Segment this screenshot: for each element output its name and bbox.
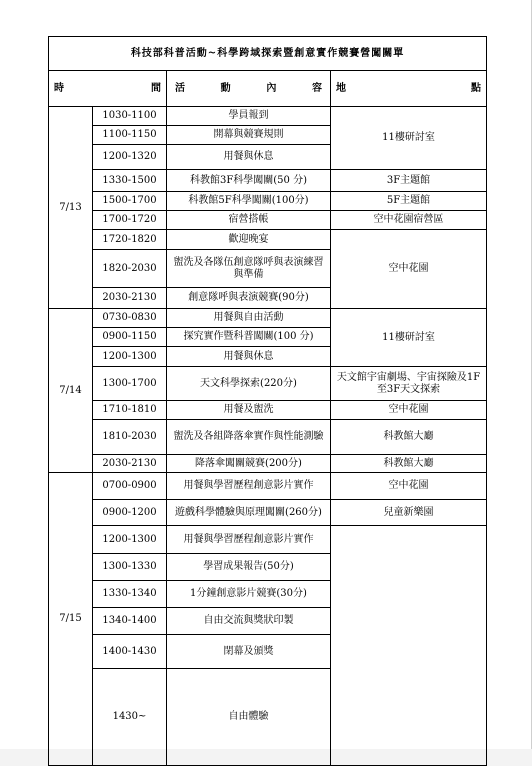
activity-cell: 盥洗及各隊伍創意隊呼與表演練習與準備 <box>167 250 331 288</box>
place-cell: 科教館大廳 <box>331 455 487 473</box>
time-cell: 2030-2130 <box>93 288 167 309</box>
activity-cell: 用餐與學習歷程創意影片實作 <box>167 526 331 554</box>
place-cell: 3F主題館 <box>331 170 487 192</box>
time-cell: 1430~ <box>93 669 167 766</box>
activity-cell: 學員報到 <box>167 107 331 126</box>
time-cell: 1300-1700 <box>93 367 167 401</box>
activity-cell: 盥洗及各組降落傘實作與性能測驗 <box>167 420 331 455</box>
place-cell-empty <box>331 526 487 766</box>
activity-cell: 降落傘闖關競賽(200分) <box>167 455 331 473</box>
activity-cell: 閉幕及頒獎 <box>167 635 331 669</box>
time-cell: 1710-1810 <box>93 401 167 420</box>
table-row <box>49 170 487 192</box>
place-cell: 天文館宇宙劇場、宇宙探險及1F至3F天文探索 <box>331 367 487 401</box>
activity-cell: 科教館3F科學闖關(50 分) <box>167 170 331 192</box>
activity-cell: 1分鐘創意影片競賽(30分) <box>167 581 331 608</box>
time-cell: 1200-1320 <box>93 145 167 170</box>
schedule-table <box>48 36 487 766</box>
activity-cell: 探究實作暨科普闖關(100 分) <box>167 328 331 347</box>
document-title: 科技部科普活動~科學跨域探索暨創意實作競賽營闖關單 <box>49 37 487 71</box>
place-cell: 兒童新樂園 <box>331 500 487 526</box>
activity-cell: 用餐與休息 <box>167 347 331 367</box>
time-cell: 1200-1300 <box>93 347 167 367</box>
place-cell: 5F主題館 <box>331 192 487 211</box>
time-cell: 0900-1200 <box>93 500 167 526</box>
table-row <box>49 500 487 526</box>
activity-cell: 用餐及盥洗 <box>167 401 331 420</box>
time-cell: 1810-2030 <box>93 420 167 455</box>
table-row <box>49 401 487 420</box>
time-cell: 1720-1820 <box>93 230 167 250</box>
table-row <box>49 211 487 230</box>
time-cell: 1330-1500 <box>93 170 167 192</box>
activity-cell: 科教館5F科學闖關(100分) <box>167 192 331 211</box>
table-row <box>49 455 487 473</box>
activity-cell: 學習成果報告(50分) <box>167 554 331 581</box>
header-activity: 活 動 內 容 <box>167 71 331 107</box>
activity-cell: 開幕與競賽規則 <box>167 126 331 145</box>
date-cell: 7/14 <box>49 309 93 473</box>
table-row <box>49 473 487 500</box>
table-row <box>49 420 487 455</box>
activity-cell: 創意隊呼與表演競賽(90分) <box>167 288 331 309</box>
activity-cell: 用餐與自由活動 <box>167 309 331 328</box>
time-cell: 1340-1400 <box>93 608 167 635</box>
date-cell: 7/13 <box>49 107 93 309</box>
table-row <box>49 367 487 401</box>
place-cell: 空中花園宿營區 <box>331 211 487 230</box>
title-row <box>49 37 487 71</box>
place-cell: 11樓研討室 <box>331 309 487 367</box>
place-cell: 空中花園 <box>331 473 487 500</box>
place-cell: 空中花園 <box>331 401 487 420</box>
activity-cell: 用餐與學習歷程創意影片實作 <box>167 473 331 500</box>
time-cell: 1700-1720 <box>93 211 167 230</box>
time-cell: 1100-1150 <box>93 126 167 145</box>
header-place: 地 點 <box>331 71 487 107</box>
activity-cell: 宿營搭帳 <box>167 211 331 230</box>
activity-cell: 自由體驗 <box>167 669 331 766</box>
time-cell: 1820-2030 <box>93 250 167 288</box>
table-row <box>49 309 487 328</box>
activity-cell: 天文科學探索(220分) <box>167 367 331 401</box>
table-row <box>49 526 487 554</box>
time-cell: 0700-0900 <box>93 473 167 500</box>
place-cell: 科教館大廳 <box>331 420 487 455</box>
place-cell: 空中花園 <box>331 230 487 309</box>
header-time: 時 間 <box>49 71 167 107</box>
activity-cell: 歡迎晚宴 <box>167 230 331 250</box>
time-cell: 1330-1340 <box>93 581 167 608</box>
table-row <box>49 107 487 126</box>
time-cell: 2030-2130 <box>93 455 167 473</box>
time-cell: 1300-1330 <box>93 554 167 581</box>
header-row <box>49 71 487 107</box>
time-cell: 1500-1700 <box>93 192 167 211</box>
date-cell: 7/15 <box>49 473 93 766</box>
time-cell: 1200-1300 <box>93 526 167 554</box>
activity-cell: 自由交流與獎狀印製 <box>167 608 331 635</box>
time-cell: 0730-0830 <box>93 309 167 328</box>
activity-cell: 用餐與休息 <box>167 145 331 170</box>
place-cell: 11樓研討室 <box>331 107 487 170</box>
time-cell: 1400-1430 <box>93 635 167 669</box>
table-row <box>49 230 487 250</box>
activity-cell: 遊戲科學體驗與原理闖關(260分) <box>167 500 331 526</box>
time-cell: 0900-1150 <box>93 328 167 347</box>
table-row <box>49 192 487 211</box>
time-cell: 1030-1100 <box>93 107 167 126</box>
